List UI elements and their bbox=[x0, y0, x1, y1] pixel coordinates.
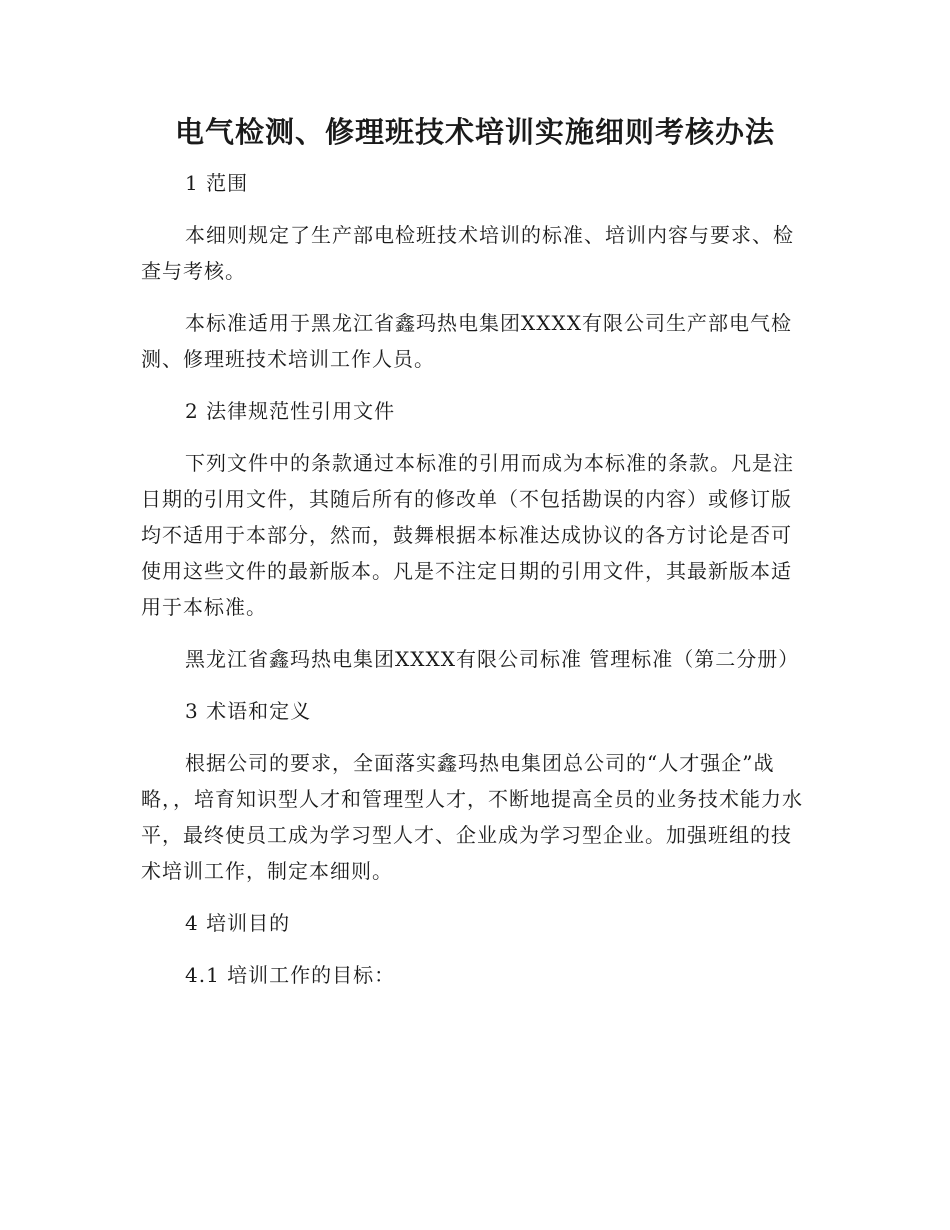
paragraph-terms-body: 根据公司的要求，全面落实鑫玛热电集团总公司的“人才强企”战略，，培育知识型人才和管理型人才，不断地提高全员的业务技术能力水平，最终使员工成为学习型人才、企业成为学习型企业。加强班组的技术培训工作，制定本细则。 bbox=[141, 751, 803, 883]
subsection-heading-goals: 4.1 培训工作的目标： bbox=[185, 963, 396, 987]
document-title: 电气检测、修理班技术培训实施细则考核办法 bbox=[174, 115, 775, 149]
paragraph-references-clause: 下列文件中的条款通过本标准的引用而成为本标准的条款。凡是注日期的引用文件，其随后所有的修改单（不包括勘误的内容）或修订版均不适用于本部分，然而，鼓舞根据本标准达成协议的各方讨论是否可使用这些文件的最新版本。凡是不注定日期的引用文件，其最新版本适用于本标准。 bbox=[141, 451, 794, 619]
paragraph-references-standard: 黑龙江省鑫玛热电集团XXXX有限公司标准 管理标准（第二分册） bbox=[185, 647, 800, 671]
document-body bbox=[141, 165, 809, 1009]
paragraph-scope-definition: 本细则规定了生产部电检班技术培训的标准、培训内容与要求、检查与考核。 bbox=[141, 223, 794, 283]
paragraph-scope-applicability: 本标准适用于黑龙江省鑫玛热电集团XXXX有限公司生产部电气检测、修理班技术培训工作人员。 bbox=[141, 311, 792, 371]
section-heading-terms: 3 术语和定义 bbox=[185, 699, 312, 723]
section-heading-scope: 1 范围 bbox=[185, 171, 249, 195]
section-heading-purpose: 4 培训目的 bbox=[185, 911, 291, 935]
section-heading-references: 2 法律规范性引用文件 bbox=[185, 399, 396, 423]
